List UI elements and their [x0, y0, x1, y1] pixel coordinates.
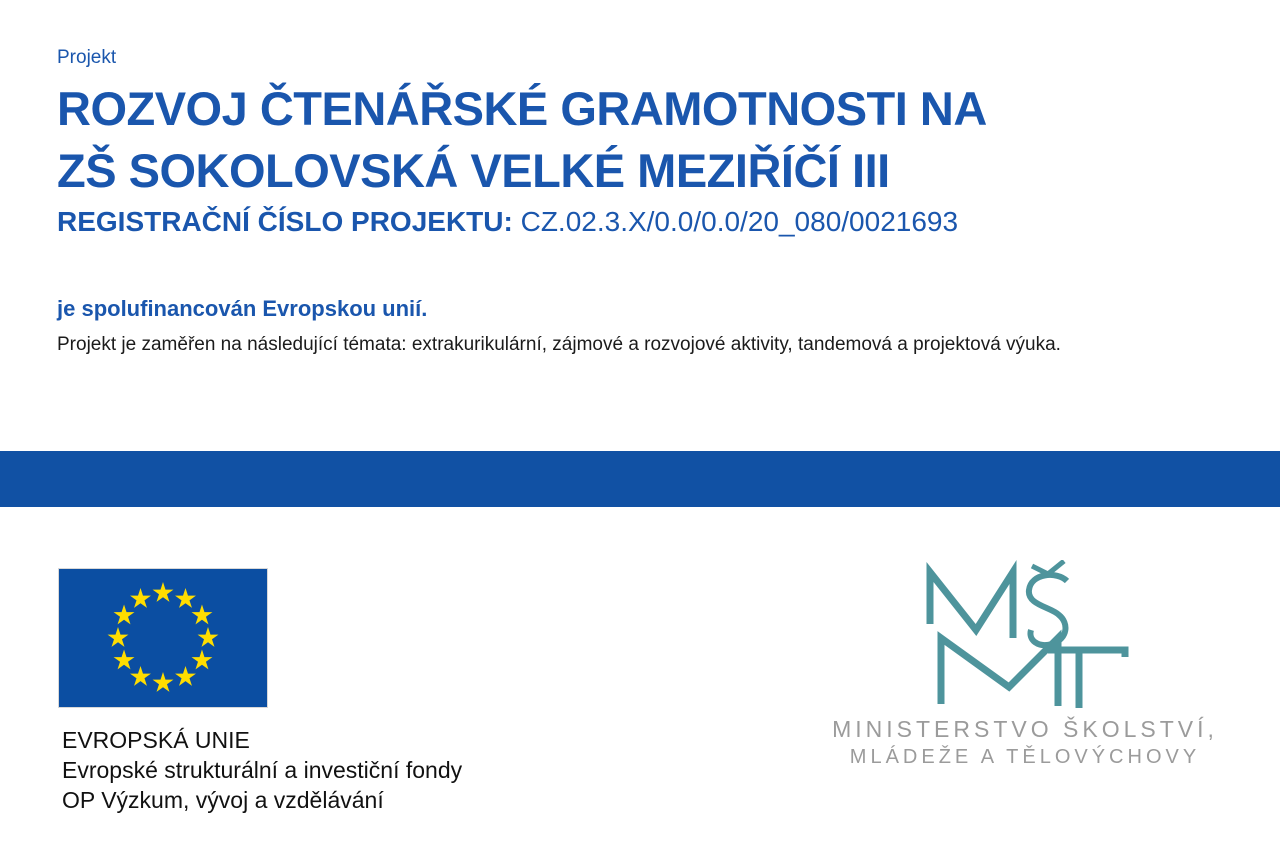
project-eyebrow-label: Projekt: [57, 47, 117, 68]
registration-number: CZ.02.3.X/0.0/0.0/20_080/0021693: [520, 206, 959, 237]
eu-caption-line2: Evropské strukturální a investiční fondy: [62, 757, 463, 783]
registration-label: REGISTRAČNÍ ČÍSLO PROJEKTU:: [57, 206, 513, 237]
registration-number-line: [57, 205, 958, 239]
msmt-monogram-icon: [910, 560, 1140, 710]
cofinance-statement: je spolufinancován Evropskou unií.: [57, 296, 428, 321]
ministry-block: [790, 560, 1260, 770]
divider-band: [0, 451, 1280, 507]
project-title-line2: ZŠ SOKOLOVSKÁ VELKÉ MEZIŘÍČÍ III: [57, 144, 890, 197]
eu-caption-line1: EVROPSKÁ UNIE: [62, 727, 250, 753]
ministry-caption-line2: MLÁDEŽE A TĚLOVÝCHOVY: [849, 746, 1201, 768]
eu-caption-line3: OP Výzkum, vývoj a vzdělávání: [62, 787, 384, 813]
ministry-caption-line1: MINISTERSTVO ŠKOLSTVÍ,: [832, 716, 1218, 742]
project-title-line1: ROZVOJ ČTENÁŘSKÉ GRAMOTNOSTI NA: [57, 82, 987, 135]
ministry-caption: [790, 715, 1260, 770]
project-focus-statement: Projekt je zaměřen na následující témata: extrakurikulární, zájmové a rozvojové aktivity, tandemová a projektová výuka.: [57, 334, 1061, 355]
eu-flag-icon: [58, 568, 268, 708]
eu-caption: [62, 725, 462, 815]
project-title: [57, 78, 987, 202]
